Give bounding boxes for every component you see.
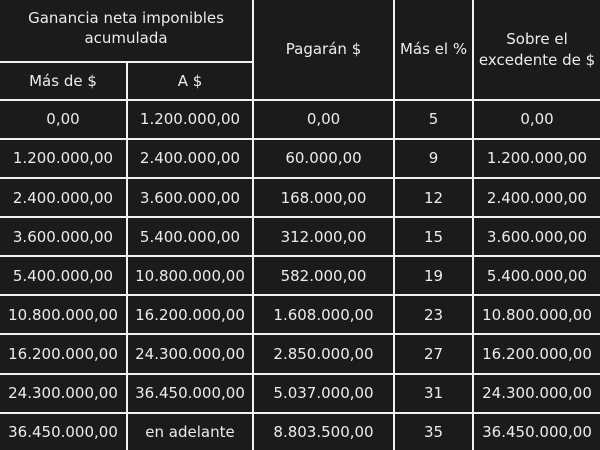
cell-will-pay: 8.803.500,00 (253, 413, 394, 450)
cell-more-than: 5.400.000,00 (0, 256, 127, 295)
cell-plus-percent: 19 (394, 256, 473, 295)
table-row (0, 256, 600, 295)
cell-will-pay: 0,00 (253, 100, 394, 139)
cell-over-excess: 3.600.000,00 (473, 217, 600, 256)
cell-up-to: 16.200.000,00 (127, 295, 253, 334)
cell-more-than: 3.600.000,00 (0, 217, 127, 256)
header-net-taxable-income: Ganancia neta imponibles acumulada (0, 0, 253, 62)
cell-will-pay: 582.000,00 (253, 256, 394, 295)
cell-up-to: 36.450.000,00 (127, 374, 253, 413)
cell-will-pay: 60.000,00 (253, 139, 394, 178)
cell-up-to: en adelante (127, 413, 253, 450)
cell-over-excess: 5.400.000,00 (473, 256, 600, 295)
cell-more-than: 16.200.000,00 (0, 334, 127, 373)
cell-plus-percent: 12 (394, 178, 473, 217)
table-row (0, 413, 600, 450)
cell-more-than: 10.800.000,00 (0, 295, 127, 334)
cell-over-excess: 0,00 (473, 100, 600, 139)
cell-will-pay: 168.000,00 (253, 178, 394, 217)
cell-plus-percent: 9 (394, 139, 473, 178)
header-up-to: A $ (127, 62, 253, 100)
cell-up-to: 24.300.000,00 (127, 334, 253, 373)
cell-will-pay: 2.850.000,00 (253, 334, 394, 373)
header-more-than: Más de $ (0, 62, 127, 100)
cell-plus-percent: 23 (394, 295, 473, 334)
cell-over-excess: 10.800.000,00 (473, 295, 600, 334)
header-over-excess: Sobre el excedente de $ (473, 0, 600, 100)
cell-up-to: 10.800.000,00 (127, 256, 253, 295)
cell-more-than: 2.400.000,00 (0, 178, 127, 217)
cell-plus-percent: 15 (394, 217, 473, 256)
cell-over-excess: 16.200.000,00 (473, 334, 600, 373)
cell-more-than: 1.200.000,00 (0, 139, 127, 178)
cell-up-to: 1.200.000,00 (127, 100, 253, 139)
cell-more-than: 36.450.000,00 (0, 413, 127, 450)
table-row (0, 100, 600, 139)
table-row (0, 178, 600, 217)
table-row (0, 217, 600, 256)
cell-over-excess: 36.450.000,00 (473, 413, 600, 450)
cell-will-pay: 1.608.000,00 (253, 295, 394, 334)
table-row (0, 374, 600, 413)
table-row (0, 139, 600, 178)
cell-plus-percent: 35 (394, 413, 473, 450)
table-row (0, 334, 600, 373)
header-plus-percent: Más el % (394, 0, 473, 100)
cell-up-to: 2.400.000,00 (127, 139, 253, 178)
table-row (0, 295, 600, 334)
cell-up-to: 5.400.000,00 (127, 217, 253, 256)
cell-will-pay: 5.037.000,00 (253, 374, 394, 413)
cell-plus-percent: 27 (394, 334, 473, 373)
header-will-pay: Pagarán $ (253, 0, 394, 100)
cell-plus-percent: 31 (394, 374, 473, 413)
cell-more-than: 0,00 (0, 100, 127, 139)
cell-over-excess: 1.200.000,00 (473, 139, 600, 178)
cell-will-pay: 312.000,00 (253, 217, 394, 256)
cell-plus-percent: 5 (394, 100, 473, 139)
cell-over-excess: 2.400.000,00 (473, 178, 600, 217)
cell-more-than: 24.300.000,00 (0, 374, 127, 413)
cell-up-to: 3.600.000,00 (127, 178, 253, 217)
cell-over-excess: 24.300.000,00 (473, 374, 600, 413)
